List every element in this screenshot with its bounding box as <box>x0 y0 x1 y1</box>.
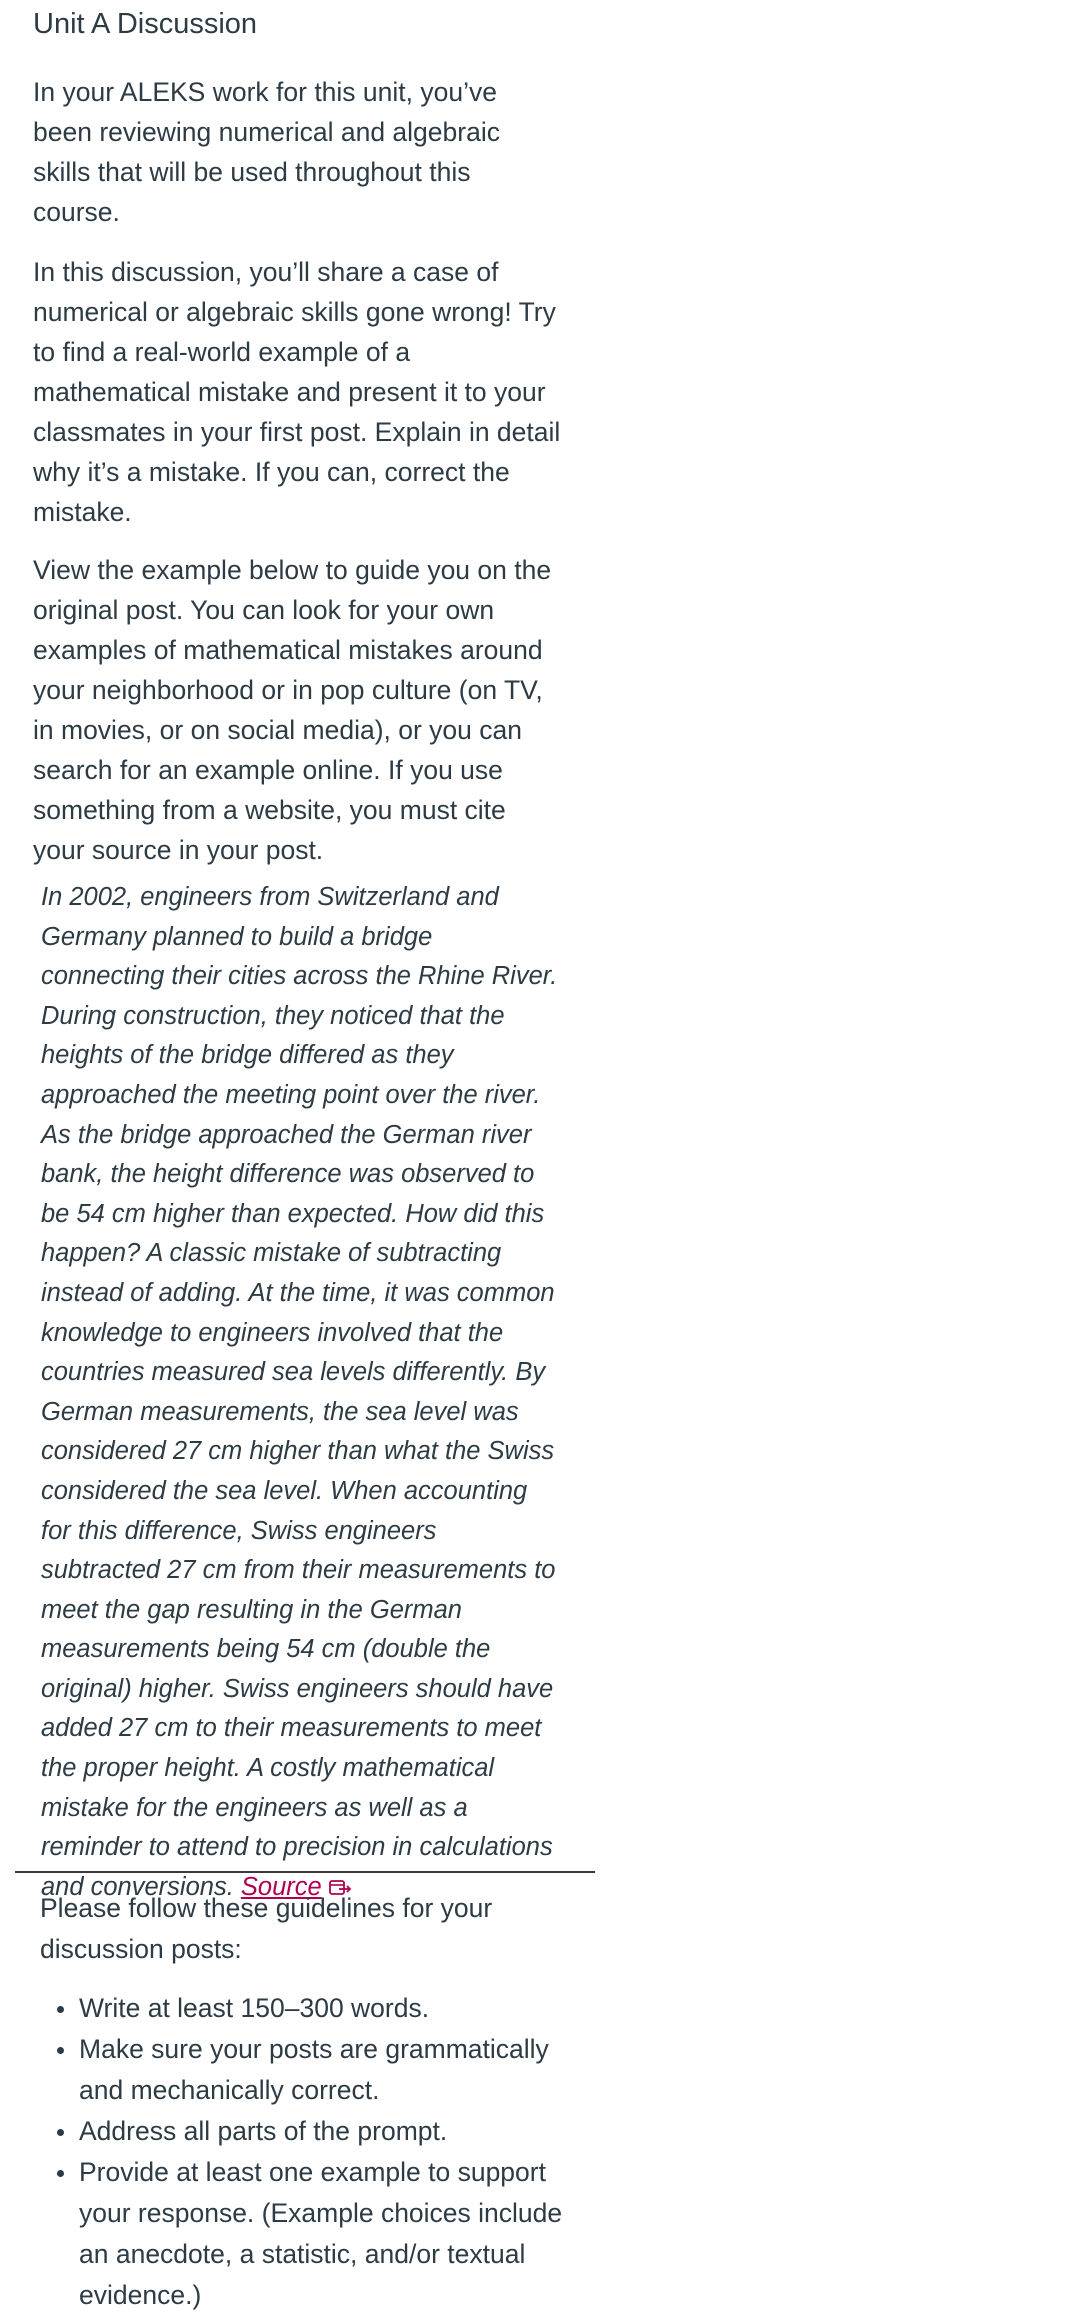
guidelines-intro: Please follow these guidelines for your discussion posts: <box>40 1893 493 1964</box>
guideline-item <box>40 2029 580 2111</box>
guideline-text: Provide at least one example to support your response. (Example choices include an anecdote, a statistic, and/or textual evidence.) <box>79 2157 563 2310</box>
example-text: In 2002, engineers from Switzerland and Germany planned to build a bridge connecting their cities across the Rhine River. During construction, they noticed that the heights of the bridge differed as they approached the meeting point over the river. As the bridge approached the German river bank, the height difference was observed to be 54 cm higher than expected. How did this happen? A classic mistake of subtracting instead of adding. At the time, it was common knowledge to engineers involved that the countries measured sea levels differently. By German measurements, the sea level was considered 27 cm higher than what the Swiss considered the sea level. When accounting for this difference, Swiss engineers subtracted 27 cm from their measurements to meet the gap resulting in the German measurements being 54 cm (double the original) higher. Swiss engineers should have added 27 cm to their measurements to meet the proper height. A costly mathematical mistake for the engineers as well as a reminder to attend to precision in calculations and conversions. <box>41 883 558 1901</box>
guideline-item <box>40 2152 580 2316</box>
guideline-text: Address all parts of the prompt. <box>79 2116 448 2146</box>
guideline-text: Make sure your posts are grammatically and mechanically correct. <box>79 2034 549 2105</box>
guidelines-list <box>40 1988 580 2316</box>
guideline-item <box>40 2111 580 2152</box>
bullet-icon <box>57 2170 64 2177</box>
page-title: Unit A Discussion <box>33 8 258 40</box>
intro-paragraph-1: In your ALEKS work for this unit, you’ve been reviewing numerical and algebraic skills that will be used throughout this course. <box>33 77 500 227</box>
source-link[interactable]: Source <box>240 1872 322 1901</box>
bullet-icon <box>57 2047 64 2054</box>
guideline-text: Write at least 150–300 words. <box>79 1993 430 2023</box>
intro-paragraph-3: View the example below to guide you on the original post. You can look for your own examples of mathematical mistakes around your neighborhood or in pop culture (on TV, in movies, or on social media), or you can search for an example online. If you use something from a website, you must cite your source in your post. <box>33 555 552 865</box>
section-divider <box>15 1871 595 1873</box>
guideline-item <box>40 1988 580 2029</box>
bullet-icon <box>57 2006 64 2013</box>
intro-paragraph-2: In this discussion, you’ll share a case of numerical or algebraic skills gone wrong! Try to find a real-world example of a mathematical mistake and present it to your classmates in your first post. Explain in detail why it’s a mistake. If you can, correct the mistake. <box>33 257 561 527</box>
example-quote <box>41 878 561 1907</box>
bullet-icon <box>57 2129 64 2136</box>
